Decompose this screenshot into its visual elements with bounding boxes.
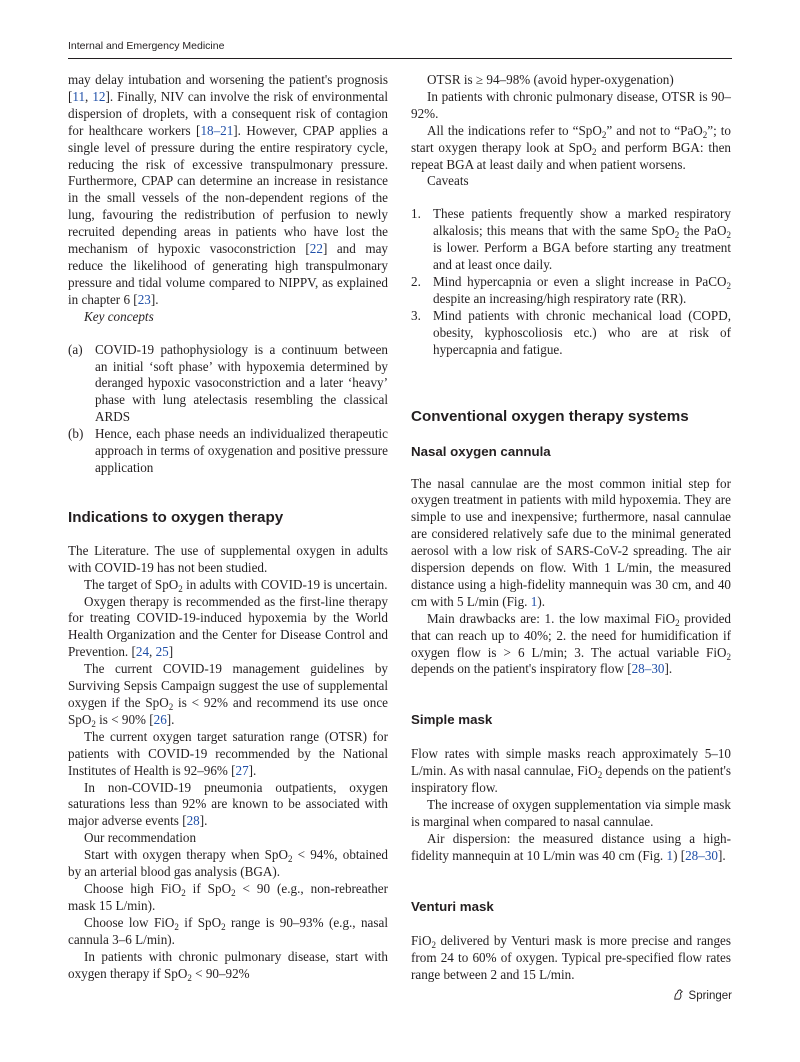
paragraph: Air dispersion: the measured distance using a high-fidelity mannequin at 10 L/min was 40 cm (Fig. 1) [28–30]. <box>411 830 731 863</box>
paragraph: Oxygen therapy is recommended as the first-line therapy for treating COVID-19-induced hypoxemia by the World Health Organization and the Center for Disease Control and Prevention. [24, 25] <box>68 593 388 660</box>
paragraph: Choose low FiO$_2$ if SpO$_2$ range is 90–93% (e.g., nasal cannula 3–6 L/min). <box>68 914 388 947</box>
paragraph-niv: may delay intubation and worsening the patient's prognosis [11, 12]. Finally, NIV can involve the risk of environmental dispersion of droplets, with a consequent risk of contagion for healthcare workers [18–21]. However, CPAP applies a single level of pressure during the entire respiratory cycle, reducing the risk of excessive transpulmonary pressure. Furthermore, CPAP can determine an increase in resistance in the small vessels of the non-dependent regions of the lung, favouring the redistribution of perfusion to newly recruited depending areas in patients who have lost the mechanism of hypoxic vasoconstriction [22] and may reduce the likelihood of generating high transpulmonary pressure and tidal volume compared to NIPPV, as explained in chapter 6 [23]. <box>68 72 388 307</box>
paragraph: All the indications refer to “SpO$_2$” and not to “PaO$_2$”; to start oxygen therapy look at SpO$_2$ and perform BGA: then repeat BGA at least daily and when patient worsens. <box>411 122 731 172</box>
header-rule <box>68 58 732 59</box>
citation-link[interactable]: 28–30 <box>631 661 665 677</box>
paragraph: OTSR is ≥ 94–98% (avoid hyper-oxygenation) <box>427 72 674 87</box>
key-concepts-label: Key concepts <box>84 308 154 324</box>
figure-link[interactable]: 1 <box>666 847 674 863</box>
springer-horse-icon <box>672 988 685 1004</box>
paragraph: FiO$_2$ delivered by Venturi mask is more precise and ranges from 24 to 60% of oxygen. Typical pre-specified flow rates range between 2 and 15 L/min. <box>411 932 731 982</box>
caveats-list <box>411 206 731 358</box>
subsection-heading-venturi: Venturi mask <box>411 898 494 914</box>
section-heading-indications: Indications to oxygen therapy <box>68 508 284 526</box>
paragraph: Choose high FiO$_2$ if SpO$_2$ < 90 (e.g., non-rebreather mask 15 L/min). <box>68 880 388 913</box>
paragraph: The target of SpO$_2$ in adults with COVID-19 is uncertain. <box>84 576 388 594</box>
citation-link[interactable]: 28 <box>186 813 200 829</box>
paragraph: In patients with chronic pulmonary disease, start with oxygen therapy if SpO$_2$ < 90–92% <box>68 948 388 983</box>
list-item: (b) Hence, each phase needs an individualized therapeutic approach in terms of oxygenation and positive pressure application <box>68 426 388 475</box>
key-concepts-list <box>68 342 388 477</box>
citation-link[interactable]: 22 <box>309 241 323 257</box>
list-item: (a) COVID-19 pathophysiology is a continuum between an initial ‘soft phase’ with hypoxemia determined by deranged hypoxic vasoconstriction and a later ‘heavy’ phase with lung atelectasis resembling the classical ARDS <box>68 341 388 425</box>
list-item: 3. Mind patients with chronic mechanical load (COPD, obesity, kyphoscoliosis etc.) who are at risk of hypercapnia and fatigue. <box>411 307 731 357</box>
paragraph: In non-COVID-19 pneumonia outpatients, oxygen saturations less than 92% are known to be associated with major adverse events [28]. <box>68 779 388 829</box>
figure-link[interactable]: 1 <box>530 593 538 609</box>
paragraph: Flow rates with simple masks reach approximately 5–10 L/min. As with nasal cannulae, FiO$_2$ depends on the patient's inspiratory flow. <box>411 746 731 796</box>
running-head: Internal and Emergency Medicine <box>68 40 225 52</box>
paragraph: Our recommendation <box>84 830 197 846</box>
paragraph: Start with oxygen therapy when SpO$_2$ < 94%, obtained by an arterial blood gas analysis (BGA). <box>68 847 388 880</box>
paragraph: Main drawbacks are: 1. the low maximal FiO$_2$ provided that can reach up to 40%; 2. the need for humidification if oxygen flow is > 6 L/min; 3. The actual variable FiO$_2$ depends on the patient's inspiratory flow [28–30]. <box>411 610 731 677</box>
left-column <box>68 72 388 982</box>
citation-link[interactable]: 28–30 <box>685 847 718 863</box>
subsection-heading-nasal: Nasal oxygen cannula <box>411 443 551 459</box>
citation-link[interactable]: 27 <box>235 762 249 778</box>
paragraph: The current COVID-19 management guidelines by Surviving Sepsis Campaign suggest the use of supplemental oxygen if the SpO$_2$ is < 92% and recommend its use once SpO$_2$ is < 90% [26]. <box>68 661 388 729</box>
publisher-name: Springer <box>688 990 732 1002</box>
citation-link[interactable]: 23 <box>137 291 151 307</box>
paragraph: The current oxygen target saturation range (OTSR) for patients with COVID-19 recommended by the National Institutes of Health is 92–96% [27]. <box>68 728 388 778</box>
section-heading-conventional: Conventional oxygen therapy systems <box>411 407 689 425</box>
citation-link[interactable]: 24 <box>135 644 150 660</box>
list-item: 2. Mind hypercapnia or even a slight increase in PaCO$_2$ despite an increasing/high respiratory rate (RR). <box>411 273 731 306</box>
paragraph: The nasal cannulae are the most common initial step for oxygen treatment in patients with mild hypoxemia. They are simple to use and inexpensive; furthermore, nasal cannulae are considered relatively safe due to the minimal generated aerosol with a low risk of SARS-CoV-2 spreading. The air dispersion depends on flow. With 1 L/min, the measured distance using a high-fidelity mannequin was 30 cm, and 40 cm with 5 L/min (Fig. 1). <box>411 475 731 609</box>
list-item: 1. These patients frequently show a marked respiratory alkalosis; this means that with the same SpO$_2$ the PaO$_2$ is lower. Perform a BGA before starting any treatment and at least once daily. <box>411 206 731 273</box>
citation-link[interactable]: 26 <box>153 711 167 727</box>
citation-link[interactable]: 12 <box>92 88 106 104</box>
citation-link[interactable]: 11 <box>72 88 86 104</box>
subsection-heading-simple-mask: Simple mask <box>411 712 493 728</box>
publisher-footer <box>672 988 732 1004</box>
paragraph: The increase of oxygen supplementation via simple mask is marginal when compared to nasal cannulae. <box>411 797 731 829</box>
paragraph: The Literature. The use of supplemental oxygen in adults with COVID-19 has not been studied. <box>68 542 388 575</box>
paragraph: In patients with chronic pulmonary disease, OTSR is 90–92%. <box>411 88 731 121</box>
citation-link[interactable]: 18–21 <box>200 122 234 138</box>
citation-link[interactable]: 25 <box>155 644 169 660</box>
right-column <box>411 72 731 983</box>
caveats-label: Caveats <box>427 173 469 189</box>
